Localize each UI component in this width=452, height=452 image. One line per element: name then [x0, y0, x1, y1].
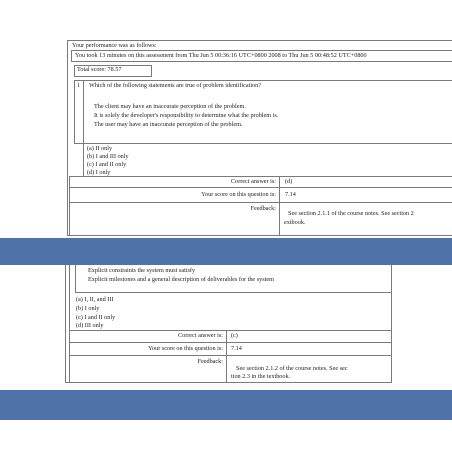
- frame-line: [69, 176, 452, 177]
- frame-line: [67, 40, 452, 41]
- correct-answer-label: Correct answer is:: [177, 332, 223, 339]
- score-value: 7.14: [231, 345, 242, 352]
- frame-line: [71, 50, 452, 51]
- performance-header: Your performance was as follows:: [72, 42, 157, 49]
- frame-line: [69, 355, 391, 356]
- frame-line: [67, 40, 68, 236]
- frame-line: [69, 342, 391, 343]
- score-label: Your score on this question is:: [148, 345, 223, 352]
- correct-answer-value: (d): [285, 178, 293, 185]
- frame-line: [226, 330, 227, 383]
- frame-line: [83, 80, 84, 144]
- feedback-label: Feedback:: [250, 205, 276, 212]
- correct-answer-label: Correct answer is:: [230, 178, 276, 185]
- score-label: Your score on this question is:: [201, 191, 276, 198]
- feedback-text: See section 2.1.1 of the course notes. See section 2: [288, 210, 414, 217]
- answer-option: (d) III only: [76, 322, 104, 329]
- feedback-label: Feedback:: [197, 358, 223, 365]
- frame-line: [69, 176, 70, 235]
- frame-line: [71, 61, 452, 62]
- answer-option: (b) I only: [76, 305, 100, 312]
- statement-text: Explicit constraints the system must satisfy: [88, 267, 196, 274]
- answer-option: (c) I and II only: [76, 314, 116, 321]
- frame-line: [65, 265, 66, 383]
- frame-line: [69, 330, 391, 331]
- correct-answer-value: (c): [231, 332, 238, 339]
- feedback-text: tion 2.3 in the textbook.: [231, 373, 291, 380]
- answer-option: (c) I and II only: [87, 161, 127, 168]
- statement-text: Explicit milestones and a general description of deliverables for the system: [88, 276, 274, 283]
- duration-text: You took 13 minutes on this assessment from Thu Jun 5 00:36:16 UTC+0800 2008 to Thu Jun 5 00:48:52 UTC+0800: [75, 52, 367, 59]
- feedback-text: extbook.: [284, 219, 306, 226]
- answer-option: (d) I only: [87, 169, 111, 176]
- statement-text: The user may have an inaccurate perception of the problem.: [94, 121, 243, 128]
- answer-option: (a) I, II, and III: [76, 296, 114, 303]
- frame-line: [74, 80, 75, 144]
- frame-line: [65, 382, 392, 383]
- frame-line: [69, 187, 452, 188]
- frame-line: [83, 143, 84, 176]
- score-value: 7.14: [285, 191, 296, 198]
- frame-line: [279, 176, 280, 235]
- question-text: Which of the following statements are true of problem identification?: [89, 82, 261, 89]
- question-number: 1: [77, 82, 81, 89]
- statement-text: The client may have an inaccurate perception of the problem.: [94, 103, 246, 110]
- frame-line: [69, 202, 452, 203]
- frame-line: [74, 80, 452, 81]
- frame-line: [391, 265, 392, 383]
- frame-line: [74, 143, 452, 144]
- answer-option: (a) II only: [87, 145, 113, 152]
- page-separator: [0, 390, 452, 420]
- frame-line: [69, 265, 70, 383]
- feedback-text: See section 2.1.2 of the course notes. See sec: [236, 365, 348, 372]
- statement-text: It is solely the developer's responsibility to determine what the problem is.: [94, 112, 279, 119]
- total-score: Total score: 78.57: [77, 66, 122, 73]
- frame-line: [75, 265, 76, 293]
- frame-line: [75, 292, 391, 293]
- answer-option: (b) I and III only: [87, 153, 129, 160]
- frame-line: [67, 235, 452, 236]
- page-separator: [0, 238, 452, 265]
